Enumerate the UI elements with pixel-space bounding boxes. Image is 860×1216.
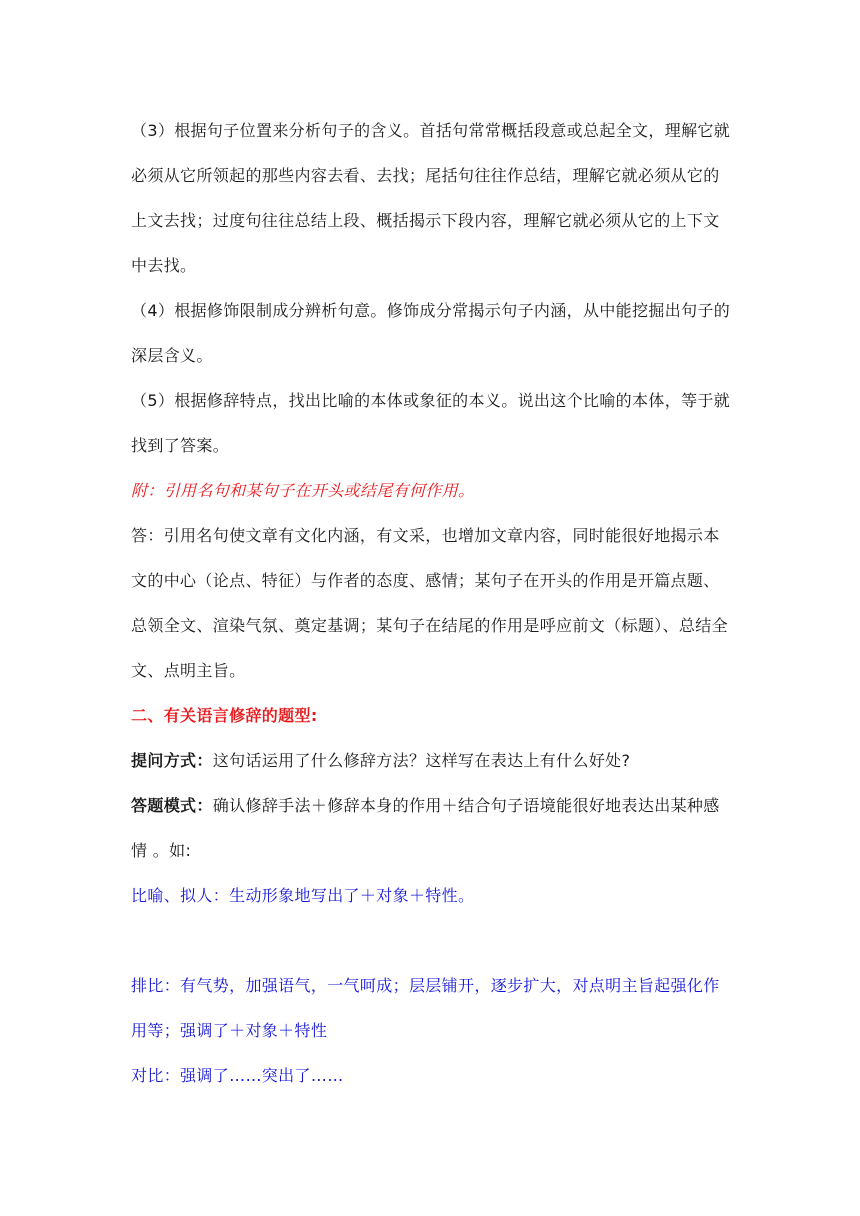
blank-line [131,918,731,963]
answer-format-paragraph [131,783,731,873]
document-page [131,108,731,1098]
answer-format-label: 答题模式： [131,796,213,815]
contrast-paragraph: 对比：强调了……突出了…… [131,1066,344,1085]
answer-format-text: 确认修辞手法＋修辞本身的作用＋结合句子语境能很好地表达出某种感情 。如: [131,796,720,860]
question-format-label: 提问方式： [131,751,213,770]
point-4-paragraph: （4）根据修饰限制成分辨析句意。修饰成分常揭示句子内涵，从中能挖掘出句子的深层含义。 [131,301,731,365]
question-format-text: 这句话运用了什么修辞方法？这样写在表达上有什么好处? [212,751,631,770]
parallelism-paragraph: 排比：有气势，加强语气，一气呵成；层层铺开，逐步扩大，对点明主旨起强化作用等；强调了＋对象＋特性 [131,976,720,1040]
point-5-paragraph: （5）根据修辞特点，找出比喻的本体或象征的本义。说出这个比喻的本体，等于就找到了答案。 [131,391,731,455]
metaphor-personification-paragraph: 比喻、拟人：生动形象地写出了＋对象＋特性。 [131,886,475,905]
question-format-paragraph [131,738,731,783]
point-3-paragraph: （3）根据句子位置来分析句子的含义。首括句常常概括段意或总起全文，理解它就必须从它所领起的那些内容去看、去找；尾括句往往作总结，理解它就必须从它的上文去找；过度句往往总结上段、概括揭示下段内容，理解它就必须从它的上下文中去找。 [131,121,731,275]
appendix-answer: 答：引用名句使文章有文化内涵，有文采，也增加文章内容，同时能很好地揭示本文的中心（论点、特征）与作者的态度、感情；某句子在开头的作用是开篇点题、总领全文、渲染气氛、奠定基调；某句子在结尾的作用是呼应前文（标题）、总结全文、点明主旨。 [131,526,728,680]
appendix-heading: 附：引用名句和某句子在开头或结尾有何作用。 [131,481,475,500]
section-2-heading: 二、有关语言修辞的题型: [131,706,318,725]
